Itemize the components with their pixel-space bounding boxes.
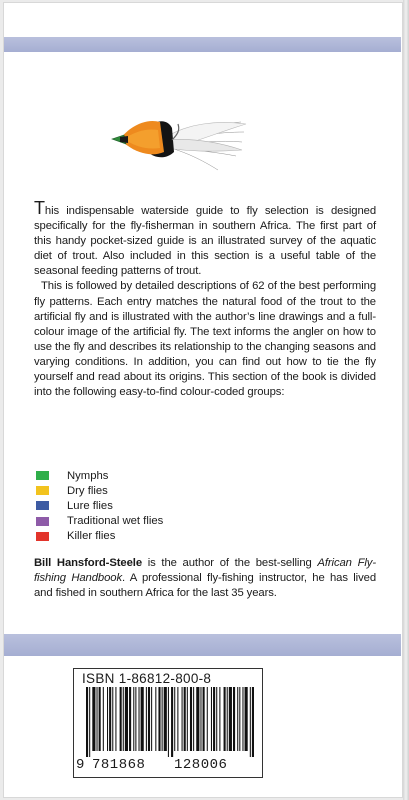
killer-flies-swatch <box>36 532 49 541</box>
barcode-digit-first: 9 <box>76 757 85 773</box>
barcode-bar <box>229 687 232 751</box>
barcode-bar <box>123 687 124 751</box>
barcode-digits-right: 128006 <box>174 757 228 773</box>
author-text-1: is the author of the best-selling <box>142 557 318 569</box>
bottom-color-band <box>4 634 401 656</box>
group-label: Traditional wet flies <box>67 515 164 528</box>
group-label: Killer flies <box>67 530 116 543</box>
barcode-bar <box>239 687 240 751</box>
intro-paragraph-2: This is followed by detailed descriptions of 62 of the best performing fly patterns. Each entry matches the natural food of the trout to the artificial fly and is illustrated with the author’s line drawings and a full-colour image of the artificial fly. The text informs the angler on how to use the fly and describes its relationship to the changing seasons and varying conditions. In addition, you can find out how to tie the fly yourself and read about its origins. This section of the book is divided into the following easy-to-find colour-coded groups: <box>34 280 376 399</box>
barcode-bar <box>92 687 95 751</box>
barcode-bar <box>86 687 88 757</box>
barcode-bar <box>252 687 254 757</box>
barcode-bar <box>177 687 178 751</box>
barcode-bar <box>203 687 205 751</box>
barcode-bar <box>89 687 90 757</box>
barcode-bar <box>112 687 113 751</box>
group-nymphs <box>36 468 163 483</box>
barcode-panel <box>73 668 263 778</box>
page-edge <box>403 0 409 800</box>
barcode-bar <box>97 687 98 751</box>
barcode-bar <box>190 687 192 751</box>
barcode-bar <box>168 687 169 757</box>
group-label: Dry flies <box>67 484 108 497</box>
lure-flies-swatch <box>36 501 49 510</box>
barcode-bar <box>151 687 152 751</box>
group-label: Nymphs <box>67 469 109 482</box>
top-color-band <box>4 37 401 52</box>
group-label: Lure flies <box>67 499 113 512</box>
group-lure-flies <box>36 498 163 513</box>
barcode-bar <box>182 687 183 751</box>
dry-flies-swatch <box>36 486 49 495</box>
barcode-bar <box>139 687 140 751</box>
barcode-bar <box>224 687 226 751</box>
barcode-bar <box>120 687 122 751</box>
barcode <box>86 687 254 757</box>
barcode-bar <box>213 687 215 751</box>
group-traditional-wet-flies <box>36 514 163 529</box>
barcode-bar <box>135 687 136 751</box>
barcode-bar <box>219 687 220 751</box>
barcode-bar <box>171 687 173 757</box>
author-text-2: . A professional fly-fishing instructor, he has lived and fished in southern Africa for the last 35 years. <box>34 572 376 600</box>
barcode-bar <box>227 687 228 751</box>
barcode-bar <box>250 687 251 757</box>
barcode-bar <box>237 687 238 751</box>
barcode-bar <box>141 687 144 751</box>
barcode-bar <box>187 687 188 751</box>
barcode-bar <box>125 687 128 751</box>
barcode-bar <box>193 687 194 751</box>
barcode-bar <box>103 687 104 751</box>
barcode-bar <box>233 687 235 751</box>
barcode-bar <box>146 687 147 751</box>
barcode-bar <box>109 687 111 751</box>
barcode-bar <box>162 687 163 751</box>
barcode-bar <box>200 687 201 751</box>
author-bio <box>34 556 376 601</box>
barcode-bar <box>164 687 167 751</box>
barcode-bar <box>155 687 156 751</box>
colour-coded-groups <box>36 468 163 544</box>
barcode-bar <box>107 687 108 751</box>
isbn-number: ISBN 1-86812-800-8 <box>82 671 212 686</box>
barcode-bar <box>216 687 217 751</box>
barcode-bar <box>99 687 101 751</box>
group-killer-flies <box>36 529 163 544</box>
barcode-bar <box>245 687 248 751</box>
author-name: Bill Hansford-Steele <box>34 557 143 569</box>
barcode-bar <box>211 687 212 751</box>
barcode-bar <box>115 687 116 751</box>
barcode-bar <box>158 687 160 751</box>
barcode-digits-left: 781868 <box>92 757 146 773</box>
nymphs-swatch <box>36 471 49 480</box>
intro-paragraph-1: This indispensable waterside guide to fly selection is designed specifically for the fly-fisherman in southern Africa. The first part of this handy pocket-sized guide is an illustrated survey of the aquatic diet of trout. Also included in this section is a useful table of the seasonal feeding patterns of trout. <box>34 198 376 278</box>
barcode-bar <box>148 687 150 751</box>
group-dry-flies <box>36 483 163 498</box>
barcode-bar <box>196 687 199 751</box>
book-title: African Fly-fishing Handbook <box>34 557 377 585</box>
barcode-bar <box>129 687 131 751</box>
description-text <box>34 198 376 400</box>
traditional-wet-flies-swatch <box>36 517 49 526</box>
barcode-bar <box>207 687 208 751</box>
barcode-bar <box>184 687 186 751</box>
barcode-bar <box>242 687 243 751</box>
barcode-bar <box>133 687 134 751</box>
fly-icon <box>106 94 248 180</box>
barcode-bar <box>174 687 175 751</box>
